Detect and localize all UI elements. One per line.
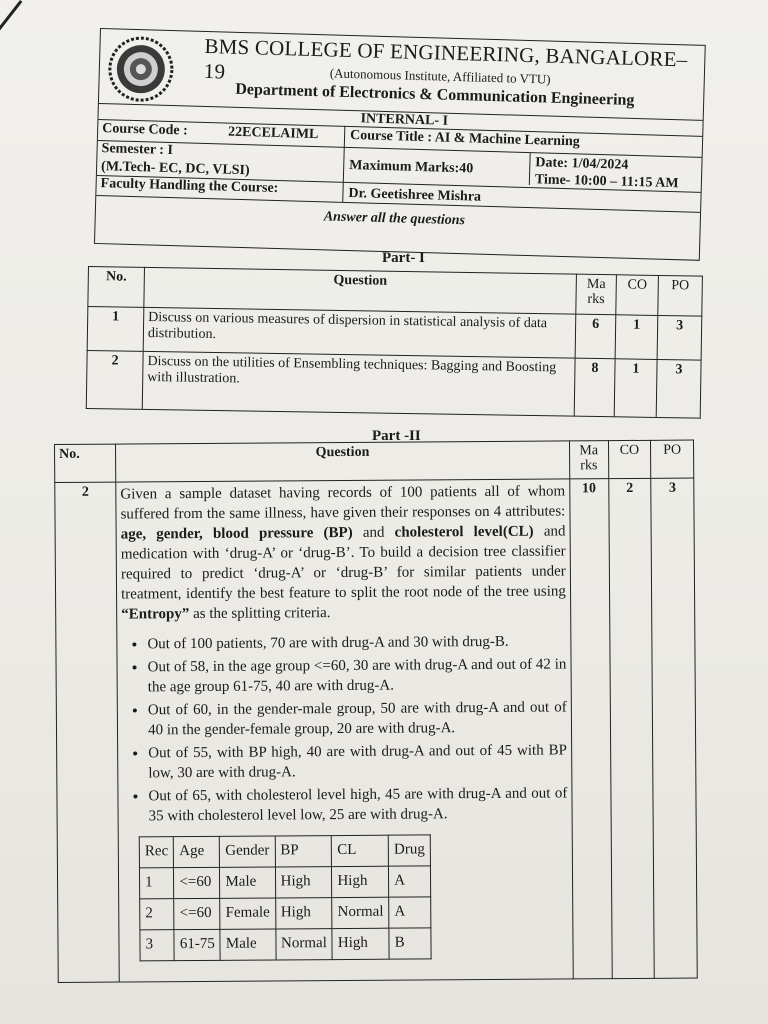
col-marks: Ma rks bbox=[569, 441, 608, 479]
table-cell: <=60 bbox=[174, 867, 220, 898]
table-cell: 61-75 bbox=[174, 929, 220, 960]
part2-title: Part -II bbox=[372, 428, 421, 444]
header-cell: Gender bbox=[220, 836, 275, 867]
table-cell: A bbox=[389, 897, 431, 928]
question-intro: Given a sample dataset having records of 100 patients all of whom suffered from the same illness, have given their responses on 4 attributes: age, gender, blood pressure (BP) and cholesterol level(CL) and medication with ‘drug-A’ or ‘drug-B’. To build a decision tree classifier required to predict ‘drug-A’ or ‘drug-B’ for similar patients under treatment, identify the best feature to split the root node of the tree using “Entropy” as the splitting criteria. bbox=[120, 483, 566, 623]
table-cell: Normal bbox=[332, 897, 389, 928]
table-header-row bbox=[139, 835, 430, 868]
course-code: 22ECELAIML bbox=[227, 124, 319, 143]
list-item: • Out of 60, in the gender-male group, 50 are with drug-A and out of 40 in the gender-female group, 20 are with drug-A. bbox=[148, 697, 567, 740]
table-cell: 3 bbox=[140, 930, 175, 961]
table-cell: B bbox=[389, 928, 431, 959]
question-po: 3 bbox=[657, 315, 702, 360]
part1-table bbox=[86, 266, 703, 419]
table-cell: <=60 bbox=[174, 898, 220, 929]
list-item: • Out of 58, in the age group <=60, 30 are with drug-A and out of 42 in the age group 61-75, 40 are with drug-A. bbox=[148, 654, 567, 697]
question-marks: 8 bbox=[574, 358, 615, 417]
faculty-name: Dr. Geetishree Mishra bbox=[348, 186, 482, 205]
exam-time: Time- 10:00 – 11:15 AM bbox=[534, 172, 679, 192]
part2-table bbox=[54, 440, 698, 983]
col-no: No. bbox=[88, 267, 145, 308]
question-marks: 10 bbox=[570, 479, 612, 979]
program: (M.Tech- EC, DC, VLSI) bbox=[100, 159, 250, 179]
question-number: 2 bbox=[86, 350, 143, 409]
department-name: Department of Electronics & Communication Engineering bbox=[235, 80, 635, 109]
table-cell: High bbox=[332, 866, 389, 897]
header-cell: CL bbox=[332, 835, 389, 866]
divider bbox=[529, 153, 531, 185]
table-cell: Male bbox=[220, 929, 275, 960]
faculty-label: Faculty Handling the Course: bbox=[100, 176, 279, 197]
question-number: 1 bbox=[87, 307, 144, 352]
table-cell: High bbox=[275, 898, 332, 929]
question-co: 1 bbox=[615, 315, 658, 360]
page-fold-line bbox=[0, 0, 22, 96]
dataset-table bbox=[139, 834, 432, 961]
college-name: BMS COLLEGE OF ENGINEERING, BANGALORE–19 bbox=[203, 33, 688, 84]
header-cell: BP bbox=[275, 836, 332, 867]
college-logo bbox=[105, 33, 177, 105]
table-cell: A bbox=[389, 866, 431, 897]
table-cell: 1 bbox=[140, 868, 175, 899]
table-cell: Normal bbox=[275, 929, 332, 960]
col-co: CO bbox=[608, 440, 651, 478]
table-row bbox=[140, 866, 431, 899]
list-item: • Out of 100 patients, 70 are with drug-A and 30 with drug-B. bbox=[147, 631, 566, 654]
question-co: 2 bbox=[608, 478, 654, 978]
col-marks: Ma rks bbox=[576, 274, 617, 315]
col-po: PO bbox=[658, 275, 703, 316]
table-row bbox=[140, 928, 431, 961]
question-text: Discuss on the utilities of Ensembling techniques: Bagging and Boosting with illustration. bbox=[142, 351, 575, 416]
course-code-label: Course Code : bbox=[101, 121, 188, 139]
table-cell: Female bbox=[220, 898, 275, 929]
table-cell: High bbox=[275, 867, 332, 898]
table-row bbox=[86, 350, 701, 418]
table-row bbox=[140, 897, 431, 930]
question-po: 3 bbox=[651, 478, 697, 978]
col-question: Question bbox=[144, 267, 577, 314]
part1-title: Part- I bbox=[382, 250, 425, 266]
exam-header bbox=[94, 28, 706, 261]
col-no: No. bbox=[55, 444, 116, 482]
question-body bbox=[116, 479, 573, 982]
col-co: CO bbox=[616, 275, 659, 316]
table-cell: High bbox=[332, 928, 389, 959]
autonomous-note: (Autonomous Institute, Affiliated to VTU) bbox=[329, 65, 551, 87]
header-cell: Drug bbox=[388, 835, 430, 866]
exam-name: INTERNAL- I bbox=[360, 111, 449, 129]
max-marks: Maximum Marks:40 bbox=[349, 158, 474, 177]
table-row bbox=[55, 478, 697, 982]
instructions: Answer all the questions bbox=[323, 209, 466, 229]
table-cell: 2 bbox=[140, 899, 175, 930]
table-cell: Male bbox=[220, 867, 275, 898]
course-title: Course Title : AI & Machine Learning bbox=[349, 128, 580, 150]
question-marks: 6 bbox=[575, 314, 616, 359]
exam-date: Date: 1/04/2024 bbox=[535, 155, 629, 173]
header-cell: Age bbox=[174, 836, 220, 867]
semester: Semester : I bbox=[101, 141, 174, 159]
header-cell: Rec bbox=[139, 837, 174, 868]
question-co: 1 bbox=[614, 359, 657, 418]
facts-list bbox=[121, 631, 567, 826]
question-po: 3 bbox=[656, 359, 701, 418]
divider bbox=[342, 126, 345, 202]
col-po: PO bbox=[651, 440, 694, 478]
question-text: Discuss on various measures of dispersion in statistical analysis of data distribution. bbox=[143, 307, 576, 358]
col-question: Question bbox=[116, 441, 570, 482]
list-item: • Out of 65, with cholesterol level high, 45 are with drug-A and out of 35 with cholesterol level low, 25 are with drug-A. bbox=[148, 783, 567, 826]
list-item: • Out of 55, with BP high, 40 are with drug-A and out of 45 with BP low, 30 are with drug-A. bbox=[148, 740, 567, 783]
question-number: 2 bbox=[55, 482, 120, 982]
